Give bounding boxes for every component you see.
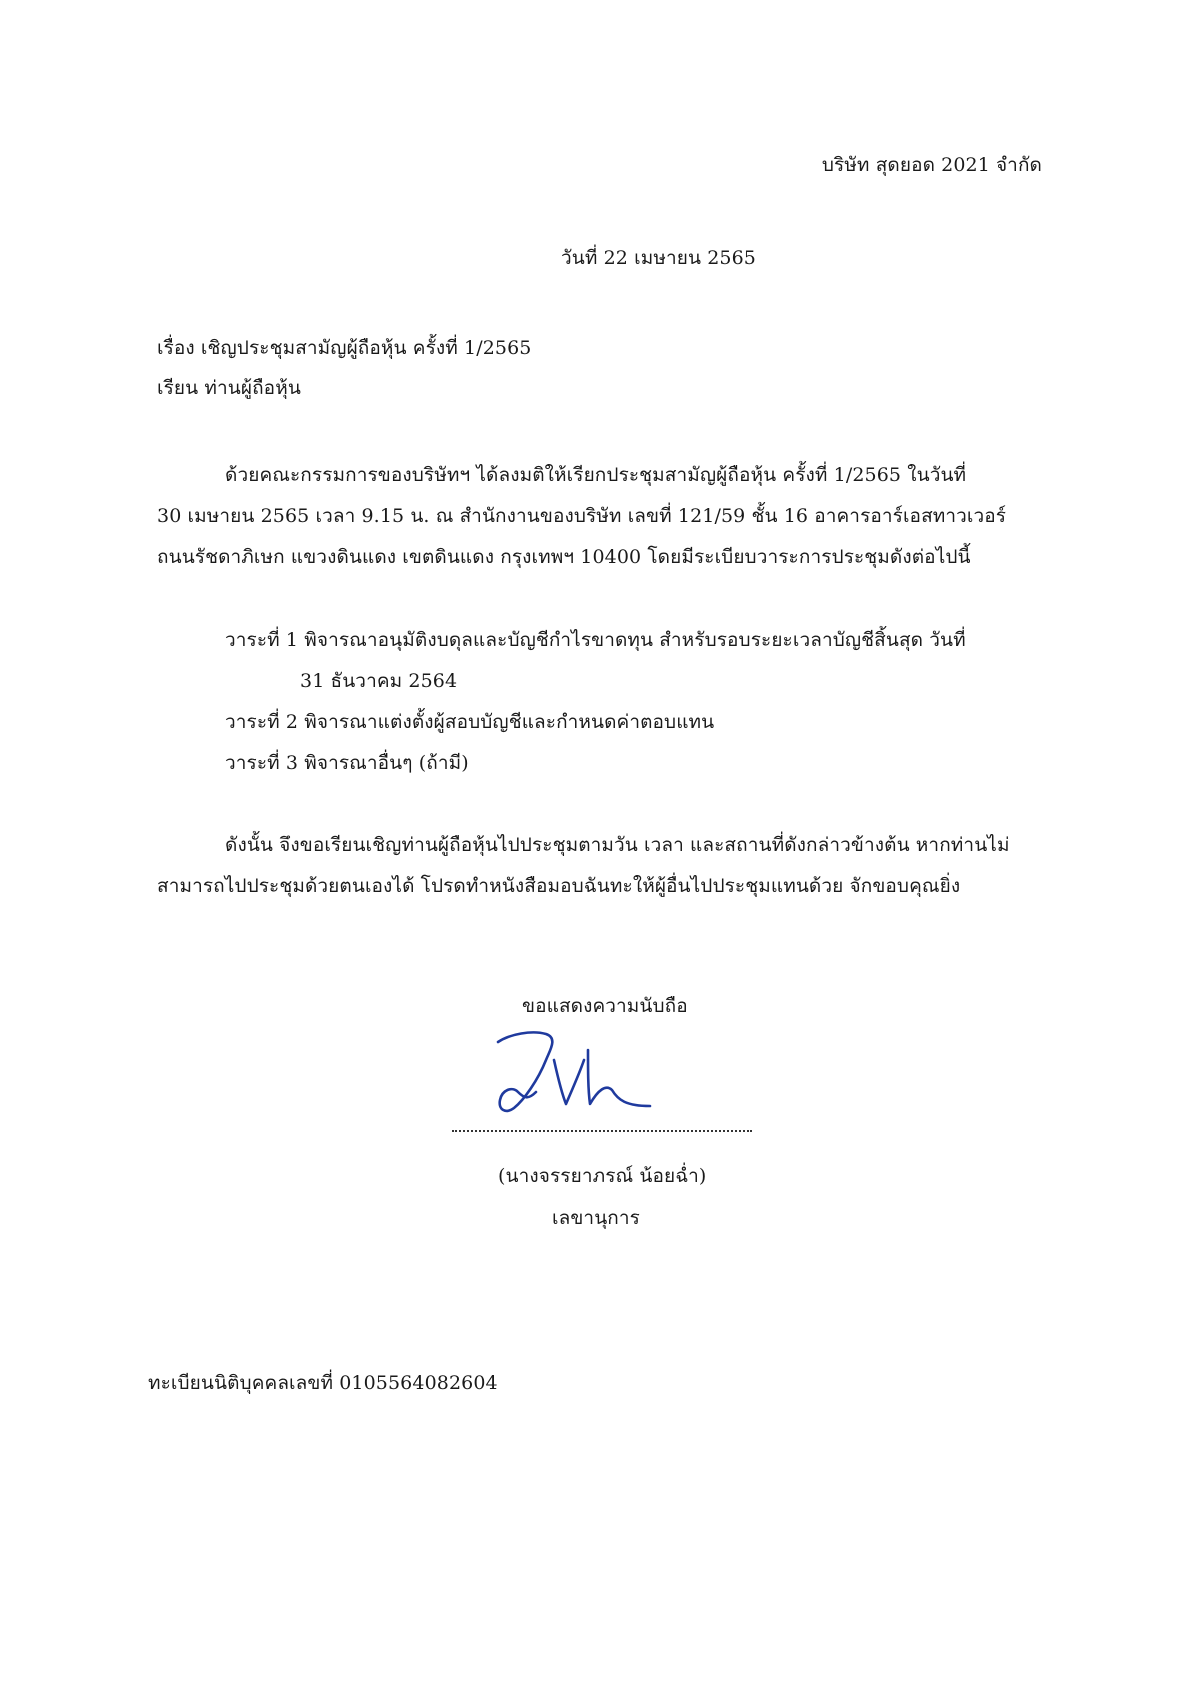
body-paragraph-2-line-2: สามารถไปประชุมด้วยตนเองได้ โปรดทำหนังสือมอบฉันทะให้ผู้อื่นไปประชุมแทนด้วย จักขอบคุณยิ่ง <box>157 875 961 897</box>
handwritten-signature <box>480 1020 670 1125</box>
registration-number: ทะเบียนนิติบุคคลเลขที่ 0105564082604 <box>148 1372 498 1394</box>
closing-salutation: ขอแสดงความนับถือ <box>522 995 688 1017</box>
body-paragraph-1-line-3: ถนนรัชดาภิเษก แขวงดินแดง เขตดินแดง กรุงเทพฯ 10400 โดยมีระเบียบวาระการประชุมดังต่อไปนี้ <box>157 546 971 568</box>
agenda-item-1: วาระที่ 1 พิจารณาอนุมัติงบดุลและบัญชีกำไรขาดทุน สำหรับรอบระยะเวลาบัญชีสิ้นสุด วันที่ <box>225 629 966 651</box>
letter-date: วันที่ 22 เมษายน 2565 <box>561 247 756 269</box>
body-paragraph-2-line-1: ดังนั้น จึงขอเรียนเชิญท่านผู้ถือหุ้นไปประชุมตามวัน เวลา และสถานที่ดังกล่าวข้างต้น หากท่านไม่ <box>225 834 1010 856</box>
signer-name: (นางจรรยาภรณ์ น้อยฉ่ำ) <box>498 1165 707 1187</box>
company-name: บริษัท สุดยอด 2021 จำกัด <box>821 154 1042 176</box>
body-paragraph-1-line-2: 30 เมษายน 2565 เวลา 9.15 น. ณ สำนักงานของบริษัท เลขที่ 121/59 ชั้น 16 อาคารอาร์เอสทาวเวอร์ <box>157 505 1007 527</box>
agenda-item-2: วาระที่ 2 พิจารณาแต่งตั้งผู้สอบบัญชีและกำหนดค่าตอบแทน <box>225 711 715 733</box>
letter-recipient: เรียน ท่านผู้ถือหุ้น <box>157 377 301 399</box>
signature-line <box>452 1130 752 1132</box>
agenda-item-1-continuation: 31 ธันวาคม 2564 <box>300 670 458 692</box>
letter-subject: เรื่อง เชิญประชุมสามัญผู้ถือหุ้น ครั้งที่ 1/2565 <box>157 337 532 359</box>
body-paragraph-1-line-1: ด้วยคณะกรรมการของบริษัทฯ ได้ลงมติให้เรียกประชุมสามัญผู้ถือหุ้น ครั้งที่ 1/2565 ในวันที่ <box>225 464 967 486</box>
signer-position: เลขานุการ <box>552 1207 640 1229</box>
agenda-item-3: วาระที่ 3 พิจารณาอื่นๆ (ถ้ามี) <box>225 752 469 774</box>
